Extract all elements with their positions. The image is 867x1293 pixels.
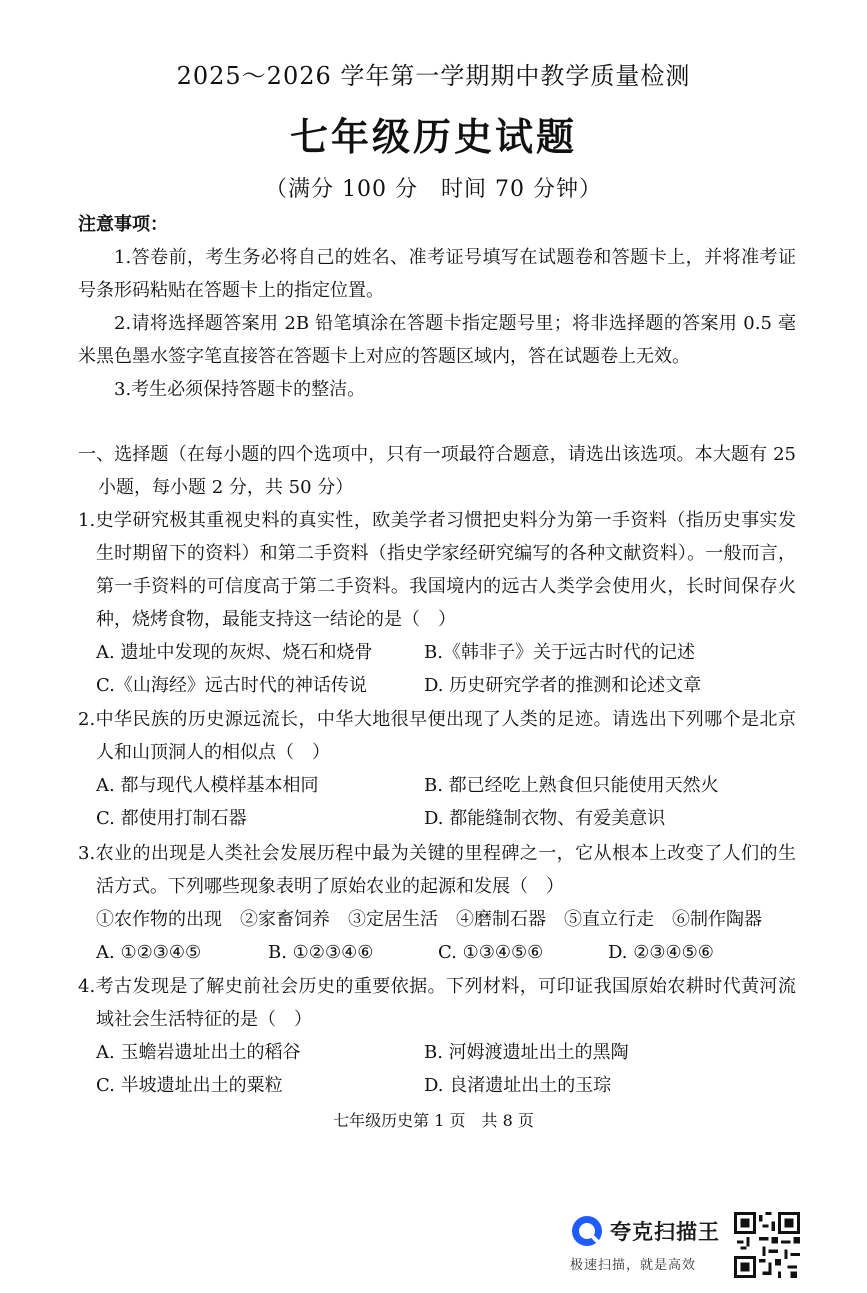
- quark-logo-icon: [570, 1214, 604, 1248]
- question-stem: 2.中华民族的历史源远流长，中华大地很早便出现了人类的足迹。请选出下列哪个是北京人和山顶洞人的相似点（ ）: [78, 709, 796, 763]
- scanner-watermark: [570, 1208, 750, 1278]
- notes-item: 2.请将选择题答案用 2B 铅笔填涂在答题卡指定题号里；将非选择题的答案用 0.5 毫米黑色墨水签字笔直接答在答题卡上对应的答题区域内，答在试题卷上无效。: [78, 313, 796, 367]
- notes-item: 1.答卷前，考生务必将自己的姓名、准考证号填写在试题卷和答题卡上，并将准考证号条形码粘贴在答题卡上的指定位置。: [78, 247, 796, 301]
- section-heading: [78, 438, 796, 504]
- question-4: [78, 970, 796, 1102]
- options-grid: [78, 636, 796, 702]
- option-b: B. ①②③④⑥: [268, 942, 374, 963]
- qr-code-icon: [734, 1212, 800, 1278]
- notes-item: 3.考生必须保持答题卡的整洁。: [114, 379, 366, 400]
- question-1: [78, 504, 796, 702]
- option-b: B.《韩非子》关于远古时代的记述: [424, 642, 695, 663]
- question-stem: 3.农业的出现是人类社会发展历程中最为关键的里程碑之一，它从根本上改变了人们的生活方式。下列哪些现象表明了原始农业的起源和发展（ ）: [78, 843, 796, 897]
- option-b: B. 河姆渡遗址出土的黑陶: [424, 1042, 629, 1063]
- option-d: D. 历史研究学者的推测和论述文章: [424, 675, 702, 696]
- option-a: A. 玉蟾岩遗址出土的稻谷: [96, 1042, 301, 1063]
- page-footer: 七年级历史第 1 页 共 8 页: [333, 1111, 534, 1130]
- option-d: D. 良渚遗址出土的玉琮: [424, 1075, 612, 1096]
- option-c: C.《山海经》远古时代的神话传说: [96, 675, 367, 696]
- option-b: B. 都已经吃上熟食但只能使用天然火: [424, 775, 719, 796]
- question-stem: 4.考古发现是了解史前社会历史的重要依据。下列材料，可印证我国原始农耕时代黄河流域社会生活特征的是（ ）: [78, 976, 796, 1030]
- option-a: A. 遗址中发现的灰烬、烧石和烧骨: [96, 642, 373, 663]
- options-grid: [78, 769, 796, 835]
- options-row: [78, 936, 796, 969]
- option-c: C. 都使用打制石器: [96, 808, 247, 829]
- option-c: C. 半坡遗址出土的粟粒: [96, 1075, 283, 1096]
- question-stem: 1.史学研究极其重视史料的真实性，欧美学者习惯把史料分为第一手资料（指历史事实发生时期留下的资料）和第二手资料（指史学家经研究编写的各种文献资料）。一般而言，第一手资料的可信度高于第二手资料。我国境内的远古人类学会使用火，长时间保存火种，烧烤食物，最能支持这一结论的是（ ）: [78, 510, 796, 630]
- option-a: A. ①②③④⑤: [96, 942, 202, 963]
- option-d: D. ②③④⑤⑥: [608, 942, 714, 963]
- options-grid: [78, 1036, 796, 1102]
- exam-title: 2025～2026 学年第一学期期中教学质量检测: [176, 62, 691, 90]
- option-d: D. 都能缝制衣物、有爱美意识: [424, 808, 666, 829]
- subject-title: 七年级历史试题: [289, 114, 577, 159]
- option-a: A. 都与现代人模样基本相同: [96, 775, 319, 796]
- watermark-slogan: 极速扫描，就是高效: [570, 1258, 697, 1273]
- question-3: [78, 837, 796, 969]
- score-info: （满分 100 分 时间 70 分钟）: [265, 177, 602, 202]
- section-1-heading: 一、选择题（在每小题的四个选项中，只有一项最符合题意，请选出该选项。本大题有 25 小题，每小题 2 分，共 50 分）: [78, 444, 796, 498]
- notes-heading: 注意事项：: [78, 214, 168, 235]
- question-items: ①农作物的出现 ②家畜饲养 ③定居生活 ④磨制石器 ⑤直立行走 ⑥制作陶器: [96, 909, 762, 930]
- question-2: [78, 703, 796, 835]
- notes-section: [78, 208, 796, 406]
- option-c: C. ①③④⑤⑥: [438, 942, 544, 963]
- watermark-brand: 夸克扫描王: [610, 1220, 720, 1244]
